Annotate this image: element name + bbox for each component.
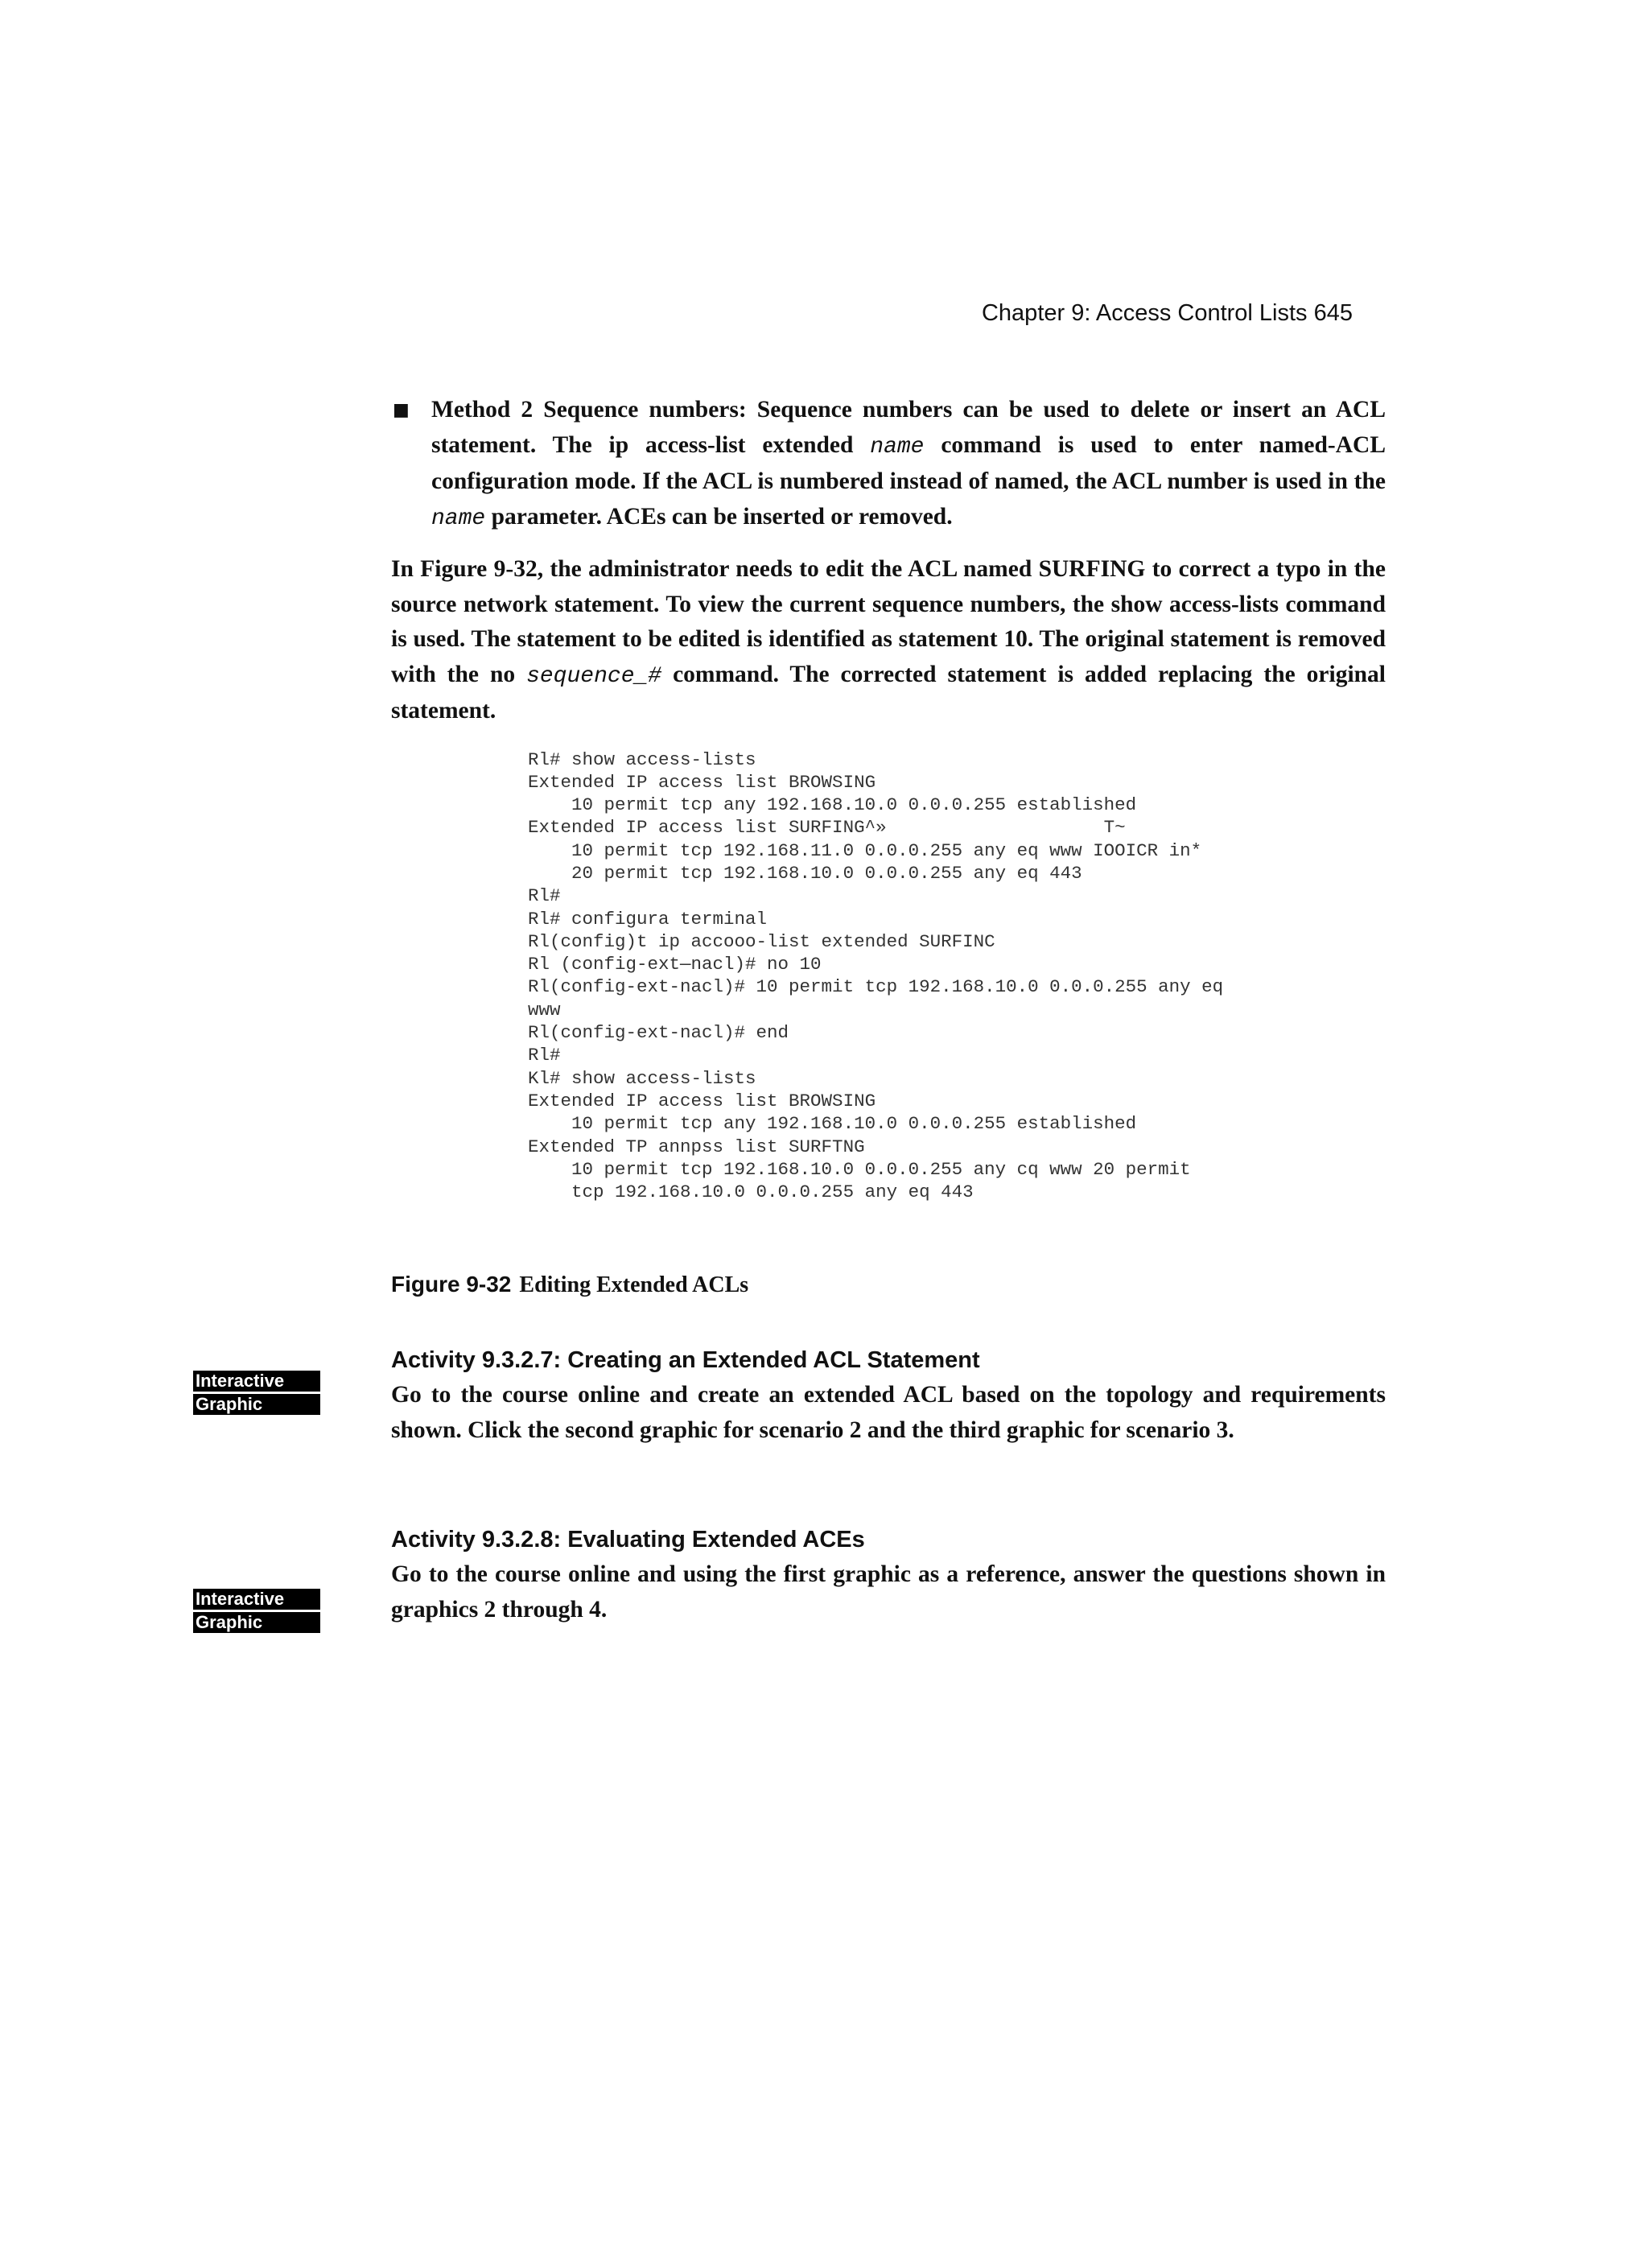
badge-label-line2: Graphic — [193, 1394, 320, 1415]
figure-title: Editing Extended ACLs — [519, 1272, 749, 1297]
code-line: 10 permit tcp 192.168.10.0 0.0.0.255 any cq www 20 permit — [528, 1158, 1191, 1180]
code-line: 10 permit tcp 192.168.11.0 0.0.0.255 any eq www IOOICR in* — [528, 839, 1202, 861]
figure-number: Figure 9-32 — [391, 1272, 512, 1297]
badge-label-line1: Interactive — [193, 1371, 320, 1392]
code-line: Rl# configura terminal — [528, 908, 768, 930]
bullet-method-2 — [391, 393, 1386, 536]
paragraph-code: sequence_# — [526, 663, 662, 689]
code-line: Extended IP access list BROWSING — [528, 771, 876, 793]
bullet-code-name-2: name — [431, 505, 486, 531]
code-line: 10 permit tcp any 192.168.10.0 0.0.0.255 established — [528, 794, 1137, 816]
bullet-code-name-1: name — [870, 434, 925, 460]
activity-body: Go to the course online and create an extended ACL based on the topology and requirements shown. Click the second graphic for scenario 2 and the third graphic for scenario 3. — [391, 1382, 1386, 1443]
code-line: 10 permit tcp any 192.168.10.0 0.0.0.255 established — [528, 1113, 1137, 1135]
badge-label-line1: Interactive — [193, 1589, 320, 1610]
activity-9-3-2-7 — [391, 1344, 1386, 1448]
interactive-graphic-badge — [193, 1371, 320, 1417]
cli-output-block — [528, 748, 1386, 1204]
badge-label-line2: Graphic — [193, 1612, 320, 1633]
code-line: Extended IP access list SURFING^» T~ — [528, 817, 1126, 839]
bullet-text-part3: parameter. ACEs can be inserted or removed. — [485, 503, 953, 530]
activity-9-3-2-8 — [391, 1524, 1386, 1627]
activity-title: Activity 9.3.2.8: Evaluating Extended ACEs — [391, 1527, 865, 1553]
code-line: Rl# — [528, 885, 561, 907]
body-paragraph — [391, 552, 1386, 729]
bullet-text-part2: command is used to enter named-ACL configuration mode. If the ACL is numbered instead of named, the ACL number is used in the — [431, 431, 1386, 494]
code-line: 20 permit tcp 192.168.10.0 0.0.0.255 any eq 443 — [528, 862, 1082, 884]
code-line: Extended TP annpss list SURFTNG — [528, 1136, 865, 1157]
paragraph-text-part1: In Figure 9-32, the administrator needs to edit the ACL named SURFING to correct a typo in the source network statement. To view the current sequence numbers, the show access-lists command is used. The statement to be edited is identified as statement 10. The original statement is removed with the no — [391, 556, 1386, 687]
bullet-text-part1: Method 2 Sequence numbers: Sequence numbers can be used to delete or insert an ACL statement. The ip access-list extended — [431, 397, 1386, 458]
code-line: Kl# show access-lists — [528, 1067, 756, 1089]
activity-title: Activity 9.3.2.7: Creating an Extended ACL Statement — [391, 1347, 980, 1373]
code-line: Rl# show access-lists — [528, 748, 756, 770]
main-content — [391, 393, 1386, 1203]
running-header: Chapter 9: Access Control Lists 645 — [981, 300, 1353, 326]
code-line: www — [528, 999, 561, 1021]
figure-caption — [391, 1272, 748, 1298]
code-line: Rl(config-ext-nacl)# end — [528, 1022, 789, 1044]
code-line: Rl(config-ext-nacl)# 10 permit tcp 192.168.10.0 0.0.0.255 any eq — [528, 976, 1224, 998]
code-line: tcp 192.168.10.0 0.0.0.255 any eq 443 — [528, 1181, 974, 1203]
code-line: Rl# — [528, 1045, 561, 1066]
paragraph-text-part2: command. The corrected statement is added replacing the original statement. — [391, 661, 1386, 724]
code-line: Rl(config)t ip accooo-list extended SURFINC — [528, 930, 995, 952]
interactive-graphic-badge — [193, 1589, 320, 1635]
code-line: Extended IP access list BROWSING — [528, 1090, 876, 1111]
code-line: Rl (config-ext—nacl)# no 10 — [528, 954, 822, 975]
activity-body: Go to the course online and using the first graphic as a reference, answer the questions shown in graphics 2 through 4. — [391, 1561, 1386, 1623]
square-bullet-icon: ■ — [393, 400, 410, 420]
